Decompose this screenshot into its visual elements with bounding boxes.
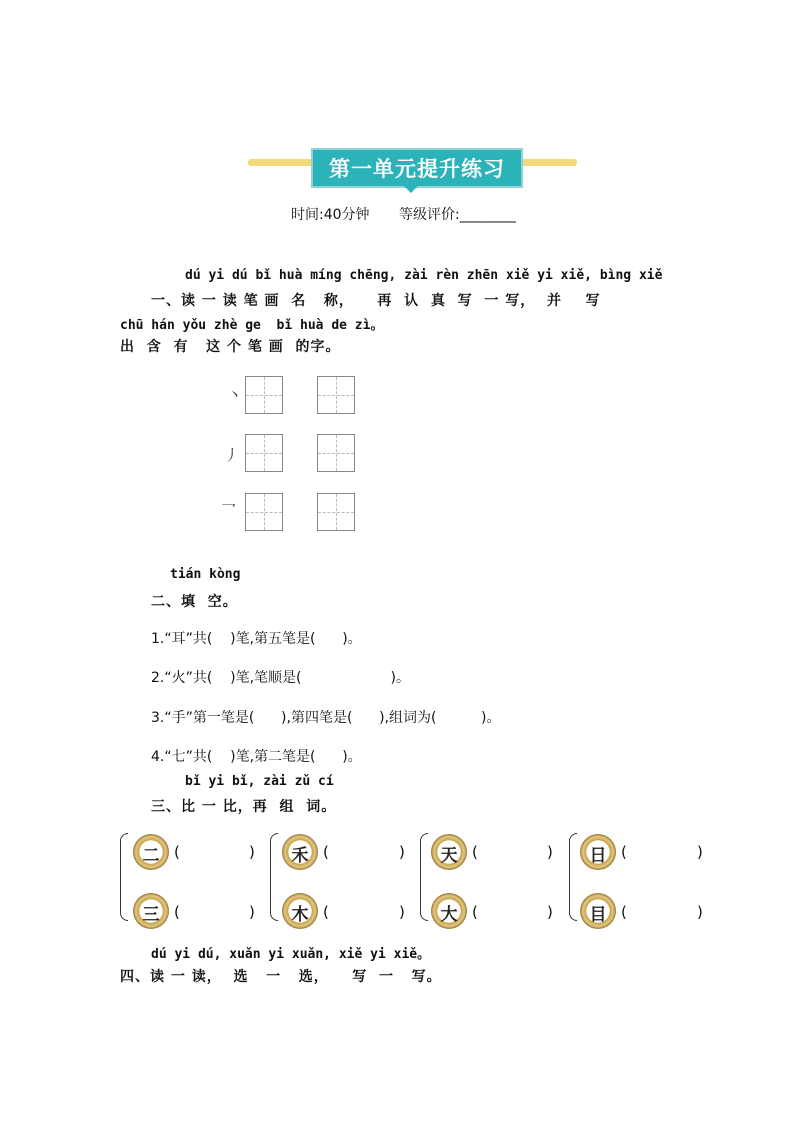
open-paren: (	[472, 903, 478, 921]
pair-top-char: 天	[440, 845, 458, 866]
close-paren: )	[697, 903, 703, 921]
fill-item-1: 1.“耳”共( )笔,第五笔是( )。	[151, 631, 362, 647]
close-paren: )	[547, 903, 553, 921]
writing-grid[interactable]	[245, 376, 283, 414]
open-paren: (	[323, 843, 329, 861]
pair-top-char: 二	[142, 845, 160, 866]
pair-top-char: 禾	[291, 845, 309, 866]
open-paren: (	[174, 903, 180, 921]
pair-bottom-char: 目	[589, 904, 607, 925]
section4-pinyin: dú yi dú, xuǎn yi xuǎn, xiě yi xiě。	[151, 947, 431, 962]
time-label: 时间:40分钟	[291, 207, 370, 223]
open-paren: (	[621, 843, 627, 861]
pair-bottom-char: 三	[142, 904, 160, 925]
open-paren: (	[621, 903, 627, 921]
section2-heading: 二、填 空。	[151, 594, 238, 610]
writing-grid[interactable]	[317, 493, 355, 531]
character-ring	[580, 893, 616, 929]
close-paren: )	[697, 843, 703, 861]
section4-heading: 四、读 一 读， 选 一 选， 写 一 写。	[120, 969, 442, 985]
section1-text-line2: 出 含 有 这 个 笔 画 的字。	[120, 339, 341, 355]
writing-grid[interactable]	[245, 493, 283, 531]
title-banner	[311, 148, 523, 188]
open-paren: (	[174, 843, 180, 861]
banner-left-line	[248, 159, 314, 166]
close-paren: )	[249, 903, 255, 921]
character-ring	[431, 893, 467, 929]
section1-pinyin-line2: chū hán yǒu zhè ge bǐ huà de zì。	[120, 318, 384, 333]
brace	[270, 833, 278, 921]
character-ring	[133, 834, 169, 870]
brace	[420, 833, 428, 921]
stroke-dian: 丶	[227, 386, 243, 404]
section1-pinyin-line1: dú yi dú bǐ huà míng chēng, zài rèn zhēn xiě yi xiě, bìng xiě	[185, 268, 663, 283]
section3-heading: 三、比 一 比，再 组 词。	[151, 799, 337, 815]
close-paren: )	[399, 903, 405, 921]
pair-bottom-char: 大	[440, 904, 458, 925]
writing-grid[interactable]	[317, 434, 355, 472]
pair-top-char: 日	[589, 845, 607, 866]
close-paren: )	[399, 843, 405, 861]
page-title: 第一单元提升练习	[329, 157, 505, 181]
character-ring	[431, 834, 467, 870]
close-paren: )	[547, 843, 553, 861]
close-paren: )	[249, 843, 255, 861]
brace	[569, 833, 577, 921]
open-paren: (	[472, 843, 478, 861]
writing-grid[interactable]	[245, 434, 283, 472]
section2-pinyin: tián kòng	[170, 567, 241, 582]
brace	[120, 833, 128, 921]
banner-right-line	[516, 159, 577, 166]
fill-item-3: 3.“手”第一笔是( ),第四笔是( ),组词为( )。	[151, 710, 501, 726]
character-ring	[282, 834, 318, 870]
fill-item-2: 2.“火”共( )笔,笔顺是( )。	[151, 670, 410, 686]
fill-item-4: 4.“七”共( )笔,第二笔是( )。	[151, 749, 362, 765]
stroke-pie: 丿	[224, 446, 240, 464]
banner-pointer	[404, 186, 418, 193]
section1-text-line1: 一、读 一 读 笔 画 名 称， 再 认 真 写 一 写， 并 写	[151, 293, 601, 309]
pair-bottom-char: 木	[291, 904, 309, 925]
section3-pinyin: bǐ yi bǐ, zài zǔ cí	[185, 774, 334, 789]
open-paren: (	[323, 903, 329, 921]
stroke-hengzhe: 乛	[221, 502, 237, 520]
character-ring	[282, 893, 318, 929]
grade-label: 等级评价:________	[399, 207, 516, 223]
writing-grid[interactable]	[317, 376, 355, 414]
character-ring	[580, 834, 616, 870]
character-ring	[133, 893, 169, 929]
